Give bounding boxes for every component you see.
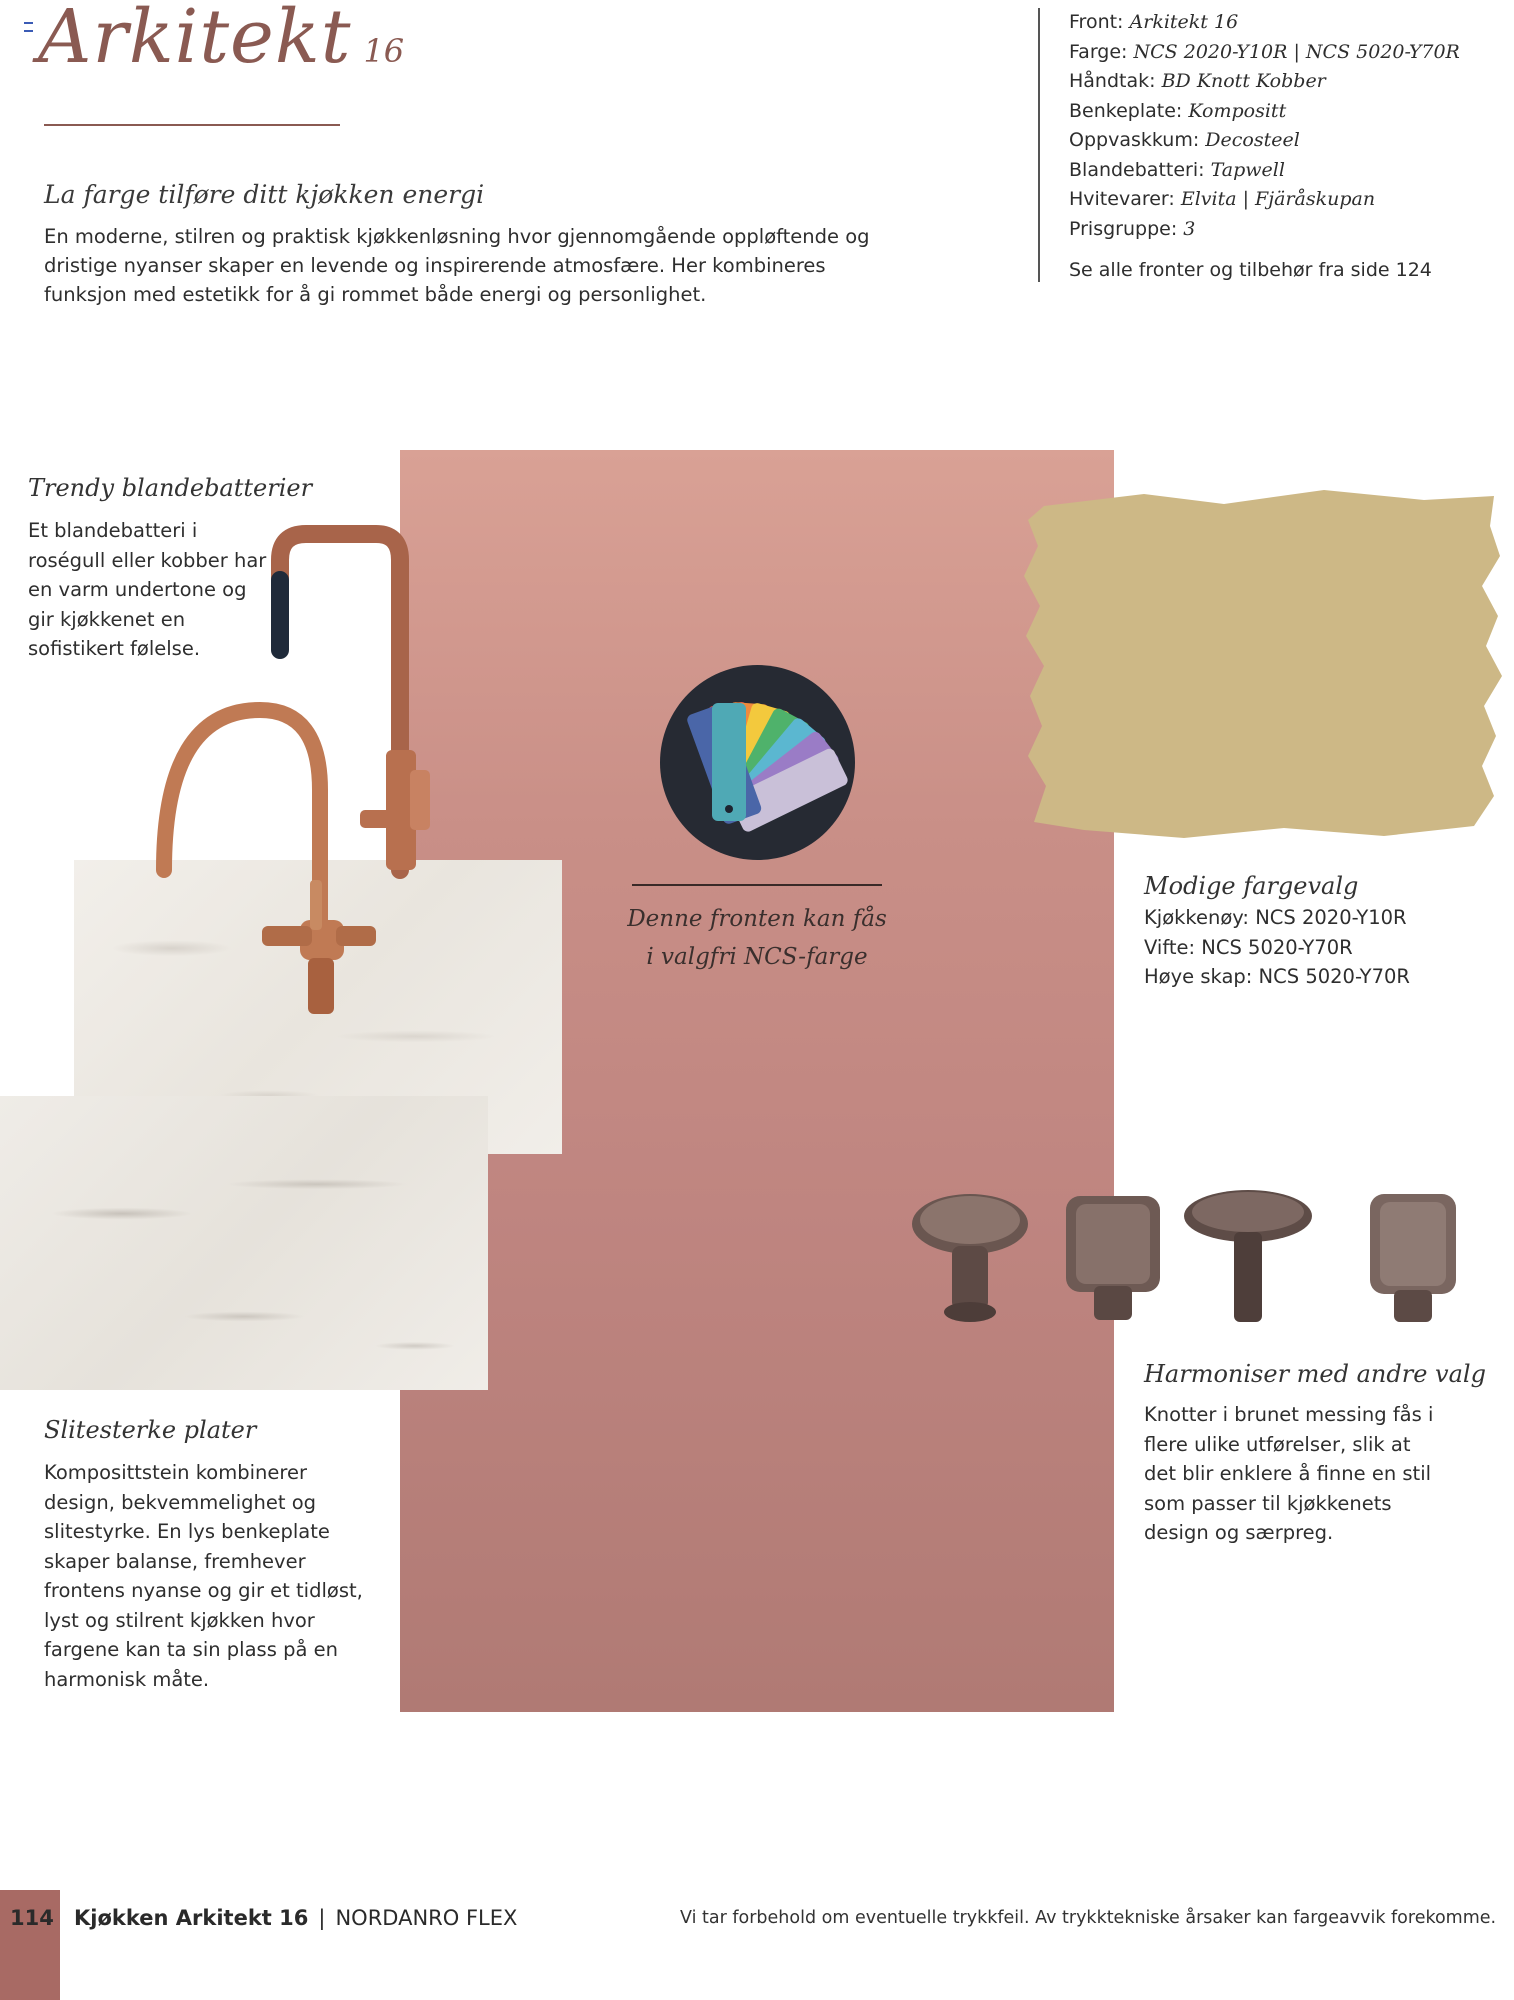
ncs-caption: [600, 900, 914, 976]
ncs-fan-svg: [660, 665, 855, 860]
footer-brand: NORDANRO FLEX: [335, 1906, 518, 1930]
harmonize-heading: Harmoniser med andre valg: [1144, 1360, 1486, 1388]
bold-colors-list: [1144, 903, 1410, 992]
spec-label: Benkeplate:: [1069, 99, 1183, 122]
knob-samples: [900, 1186, 1460, 1346]
spec-value: NCS 2020-Y10R | NCS 5020-Y70R: [1133, 40, 1460, 63]
knob-icon: [1184, 1190, 1312, 1322]
footer-separator: |: [318, 1906, 326, 1930]
spec-value: Decosteel: [1205, 129, 1300, 151]
knob-icon: [1370, 1194, 1456, 1322]
bold-colors-line: Vifte: NCS 5020-Y70R: [1144, 935, 1353, 959]
spec-value: Tapwell: [1210, 158, 1285, 181]
page-title: [38, 0, 405, 80]
spec-label: Oppvaskkum:: [1069, 129, 1200, 151]
ncs-fan-logo-icon: [660, 665, 855, 860]
bold-colors-line: Høye skap: NCS 5020-Y70R: [1144, 965, 1410, 988]
ncs-caption-line-2: i valgfri NCS-farge: [646, 944, 868, 970]
title-divider: [44, 124, 340, 126]
spec-row-appliances: [1069, 185, 1460, 215]
paint-swatch: [1024, 486, 1504, 846]
mixer-body: Et blandebatteri i roségull eller kobber har en varm undertone og gir kjøkkenet en sofistikert følelse.: [28, 519, 267, 660]
bold-colors-heading: Modige fargevalg: [1144, 872, 1359, 900]
mixer-tap-icon: [150, 690, 390, 1030]
spec-value: Elvita | Fjäråskupan: [1180, 188, 1376, 210]
spec-value: Kompositt: [1188, 99, 1287, 122]
spec-label: Håndtak:: [1069, 70, 1156, 92]
title-text: Arkitekt: [38, 0, 352, 80]
bold-colors-line: Kjøkkenøy: NCS 2020-Y10R: [1144, 906, 1407, 929]
see-all-link: Se alle fronter og tilbehør fra side 124: [1069, 259, 1432, 281]
spec-list: [1069, 8, 1460, 286]
intro-heading: La farge tilføre ditt kjøkken energi: [44, 180, 485, 209]
ncs-divider: [632, 884, 882, 886]
durable-heading: Slitesterke plater: [44, 1416, 257, 1444]
spec-row-countertop: [1069, 97, 1460, 127]
spec-label: Front:: [1069, 11, 1124, 33]
spec-row-price-group: [1069, 215, 1460, 245]
spec-row-color: [1069, 38, 1460, 68]
countertop-sample-2: [0, 1096, 488, 1390]
footer-disclaimer: Vi tar forbehold om eventuelle trykkfeil. Av trykktekniske årsaker kan fargeavvik forekomme.: [680, 1908, 1497, 1928]
spec-row-handle: [1069, 67, 1460, 97]
spec-label: Prisgruppe:: [1069, 217, 1178, 240]
spec-value: BD Knott Kobber: [1161, 70, 1326, 92]
spec-divider: [1038, 8, 1040, 282]
mixer-heading: Trendy blandebatterier: [28, 474, 313, 502]
knob-icon: [1066, 1196, 1160, 1320]
spec-row-mixer: [1069, 156, 1460, 186]
durable-body: Komposittstein kombinerer design, bekvemmelighet og slitestyrke. En lys benkeplate skaper balanse, fremhever frontens nyanse og gir et tidløst, lyst og stilrent kjøkken hvor fargene kan ta sin plass på en harmonisk måte.: [44, 1461, 363, 1691]
footer-product: [74, 1906, 517, 1930]
menu-mark-icon: [24, 22, 33, 32]
harmonize-body: Knotter i brunet messing fås i flere ulike utførelser, slik at det blir enklere å finne en stil som passer til kjøkkenets design og særpreg.: [1144, 1403, 1434, 1544]
spec-value: Arkitekt 16: [1129, 11, 1239, 33]
spec-row-front: [1069, 8, 1460, 38]
spec-label: Farge:: [1069, 40, 1128, 63]
spec-row-sink: [1069, 126, 1460, 156]
title-number: 16: [363, 32, 405, 70]
knob-icon: [912, 1194, 1028, 1322]
ncs-caption-line-1: Denne fronten kan fås: [627, 906, 887, 932]
page-number: 114: [10, 1906, 54, 1930]
footer-product-name: Kjøkken Arkitekt 16: [74, 1906, 309, 1930]
spec-label: Blandebatteri:: [1069, 158, 1205, 181]
intro-body: En moderne, stilren og praktisk kjøkkenløsning hvor gjennomgående oppløftende og dristige nyanser skaper en levende og inspirerende atmosfære. Her kombineres funksjon med estetikk for å gi rommet både energi og personlighet.: [44, 225, 870, 306]
spec-value: 3: [1183, 217, 1196, 240]
spec-label: Hvitevarer:: [1069, 188, 1175, 210]
